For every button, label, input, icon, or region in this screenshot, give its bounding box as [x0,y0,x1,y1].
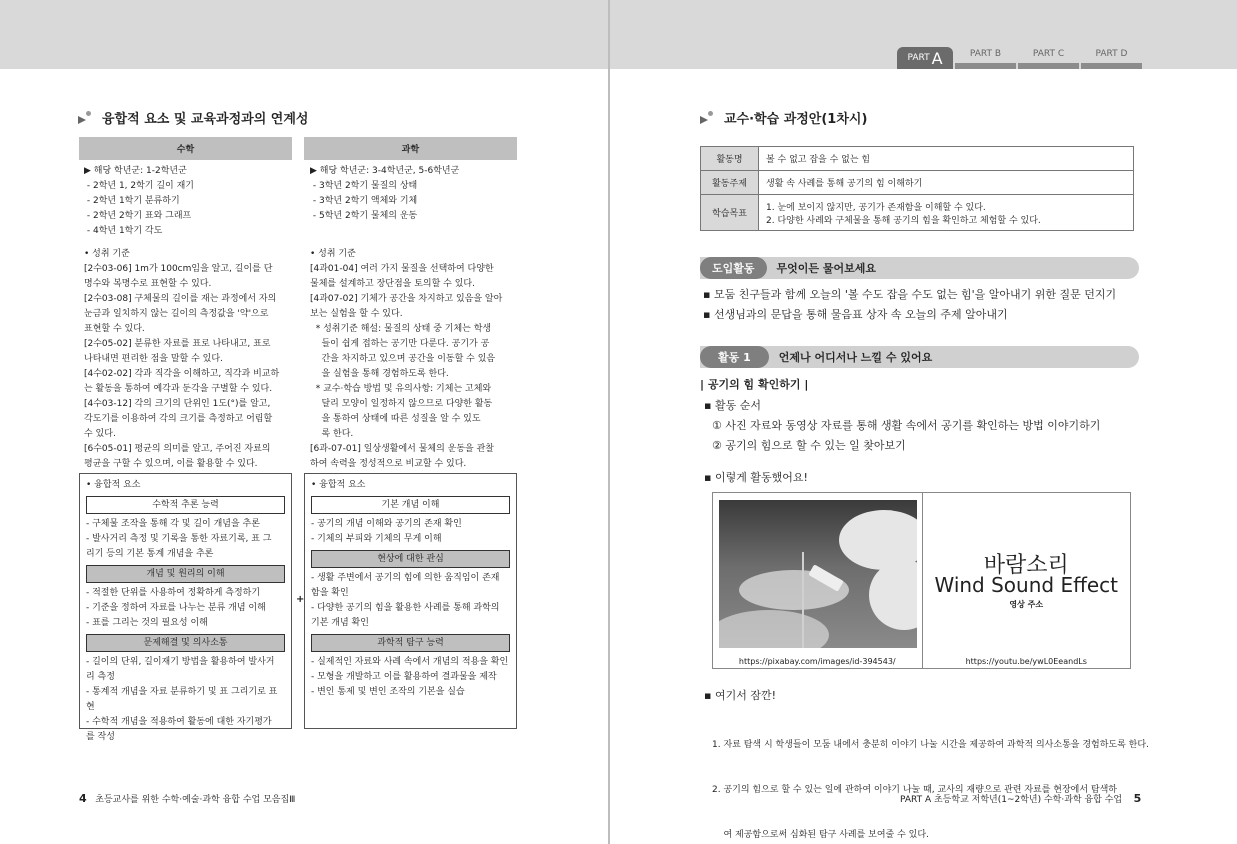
part-tabs [897,47,1142,69]
fusion-item: - 공기의 개념 이해와 공기의 존재 확인 [311,519,462,529]
math-standard-line: 평균을 구할 수 있으며, 이를 활용할 수 있다. [84,459,258,469]
fusion-item: - 수학적 개념을 적용하여 활동에 대한 자기평가 [86,717,272,727]
science-standard-line: 을 통하여 상태에 따른 성질을 알 수 있도 [310,414,481,424]
intro-list [703,285,1116,325]
science-standard-line: 물체를 설계하고 장단점을 토의할 수 있다. [310,279,475,289]
intro-title: 무엇이든 물어보세요 [776,262,876,275]
did-label: ▪ 이렇게 활동했어요! [704,471,808,484]
steps-list [712,416,1100,456]
fusion-item: - 기체의 부피와 기체의 무게 이해 [311,534,442,544]
list-item: ▪ 선생님과의 문답을 통해 물음표 상자 속 오늘의 주제 알아내기 [703,308,1008,321]
lesson-plan-table [700,146,1134,231]
photo-cell [713,493,922,668]
tips-list [712,708,1149,844]
fusion-item: - 통계적 개념을 자료 분류하기 및 표 그리기로 표현 [86,687,278,712]
science-column-header: 과학 [304,137,517,160]
intro-tag: 도입활동 [700,257,767,279]
math-fusion-box [79,473,292,742]
video-title-korean: 바람소리 [983,553,1069,578]
video-url[interactable]: https://youtu.be/ywL0EeandLs [965,657,1087,666]
plan-key: 학습목표 [701,195,759,231]
video-caption: 영상 주소 [1009,600,1044,609]
video-cell [922,493,1131,668]
science-interest-head: 현상에 대한 관심 [311,550,510,568]
list-item: 1. 자료 탐색 시 학생들이 모둠 내에서 충분히 이야기 나눌 시간을 제공하여 과학적 의사소통을 경험하도록 한다. [712,740,1149,750]
table-row [701,171,1134,195]
science-standard-line: 하여 속력을 정성적으로 비교할 수 있다. [310,459,467,469]
math-standard-line: [6수05-01] 평균의 의미를 알고, 주어진 자료의 [84,444,271,454]
plan-value: 볼 수 없고 잡을 수 없는 힘 [759,147,1134,171]
plan-value-cell [759,195,1134,231]
fusion-item: - 변인 통제 및 변인 조작의 기본을 실습 [311,687,465,697]
math-standard-line: 수 있다. [84,429,116,439]
fusion-item: - 구체물 조작을 통해 각 및 길이 개념을 추론 [86,519,260,529]
math-problem-head: 문제해결 및 의사소통 [86,634,285,652]
list-item: 여 제공함으로써 심화된 탐구 사례를 보여줄 수 있다. [712,830,929,840]
science-grade-item: - 5학년 2학기 물체의 운동 [310,211,418,221]
math-grade-item: - 2학년 1, 2학기 길이 재기 [84,181,195,191]
tab-part-d[interactable]: PART D [1081,47,1142,69]
math-reasoning-head: 수학적 추론 능력 [86,496,285,514]
math-fusion-title: • 융합적 요소 [86,480,141,490]
fusion-item: - 모형을 개발하고 이를 활용하여 결과물을 제작 [311,672,497,682]
science-standard-line: [4과07-02] 기체가 공간을 차지하고 있음을 알아 [310,294,503,304]
list-item: ▪ 모둠 친구들과 함께 오늘의 '볼 수도 잡을 수도 없는 힘'을 알아내기 위한 질문 던지기 [703,288,1117,301]
math-standard-line: 는 활동을 통하여 예각과 둔각을 구별할 수 있다. [84,384,273,394]
fusion-item: - 다양한 공기의 힘을 활용한 사례를 통해 과학의 [311,603,500,613]
left-footer [79,792,295,805]
plan-goal-2: 2. 다양한 사례와 구체물을 통해 공기의 힘을 확인하고 체험할 수 있다. [766,215,1041,226]
science-standard-line: * 성취기준 해설: 물질의 상태 중 기체는 학생 [310,324,492,334]
fusion-item: - 적절한 단위를 사용하여 정확하게 측정하기 [86,588,261,598]
science-standard-line: 간을 차지하고 있으며 공간을 이동할 수 있음 [310,354,496,364]
fusion-item: 함을 확인 [311,588,349,598]
math-standard-line: [2수03-06] 1m가 100cm임을 알고, 길이를 단 [84,264,273,274]
math-standards-title: • 성취 기준 [84,249,130,259]
science-basic-head: 기본 개념 이해 [311,496,510,514]
science-fusion-box [304,473,517,729]
video-title-english: Wind Sound Effect [934,573,1118,597]
math-standard-line: 각도기를 이용하여 각의 크기를 측정하고 어림할 [84,414,273,424]
science-grades-label: ▶ 해당 학년군: 3-4학년군, 5-6학년군 [310,166,460,176]
science-column [310,164,518,472]
math-grades-label: ▶ 해당 학년군: 1-2학년군 [84,166,187,176]
right-footer-text: PART A 초등학교 저학년(1~2학년) 수학·과학 융합 수업 [900,795,1123,805]
activity1-subtitle: | 공기의 힘 확인하기 | [700,378,809,391]
science-grade-item: - 3학년 2학기 액체와 기체 [310,196,418,206]
intro-activity-banner [700,257,1139,279]
fusion-item: - 실제적인 자료와 사례 속에서 개념의 적용을 확인 [311,657,509,667]
math-column-header: 수학 [79,137,292,160]
math-standard-line: [2수05-02] 분류한 자료를 표로 나타내고, 표로 [84,339,271,349]
science-standard-line: 록 한다. [310,429,354,439]
fusion-item: - 발사거리 측정 및 기록을 통한 자료기록, 표 그 [86,534,272,544]
section-bullet-icon [700,111,716,125]
math-grade-item: - 4학년 1학기 각도 [84,226,163,236]
page-spine [608,0,610,844]
plan-goal-1: 1. 눈에 보이지 않지만, 공기가 존재함을 이해할 수 있다. [766,202,986,213]
math-standard-line: 눈금과 일치하지 않는 길이의 측정값을 '약'으로 [84,309,269,319]
plan-value: 생활 속 사례를 통해 공기의 힘 이해하기 [759,171,1134,195]
math-grade-item: - 2학년 2학기 표와 그래프 [84,211,192,221]
section-bullet-icon [78,111,94,125]
science-standard-line: [6과-07-01] 일상생활에서 물체의 운동을 관찰 [310,444,495,454]
windsock-photo [719,500,917,648]
fusion-item: 리 측정 [86,672,115,682]
science-standard-line: 들이 쉽게 접하는 공기만 다룬다. 공기가 공 [310,339,490,349]
fusion-item: 리기 등의 기본 통계 개념을 추론 [86,549,214,559]
tab-part-b[interactable]: PART B [955,47,1016,69]
left-page-number: 4 [79,792,87,805]
list-item: ② 공기의 힘으로 할 수 있는 일 찾아보기 [712,439,906,452]
math-concept-head: 개념 및 원리의 이해 [86,565,285,583]
plan-key: 활동명 [701,147,759,171]
math-column [84,164,292,472]
right-page-number: 5 [1133,792,1142,805]
tab-part-c[interactable]: PART C [1018,47,1079,69]
plus-sign: + [296,594,305,605]
fusion-item: - 기준을 정하여 자료를 나누는 분류 개념 이해 [86,603,266,613]
math-standard-line: 명수와 복명수로 표현할 수 있다. [84,279,212,289]
science-standard-line: 보는 실험을 할 수 있다. [310,309,403,319]
fusion-item: - 길이의 단위, 길이재기 방법을 활용하여 발사거 [86,657,275,667]
left-section-title: 융합적 요소 및 교육과정과의 연계성 [78,108,308,127]
math-standard-line: [4수03-12] 각의 크기의 단위인 1도(°)를 알고, [84,399,271,409]
list-item: 2. 공기의 힘으로 할 수 있는 일에 관하여 이야기 나눌 때, 교사의 재량으로 관련 자료를 현장에서 탐색하 [712,785,1117,795]
science-standard-line: 을 실험을 통해 경험하도록 한다. [310,369,449,379]
activity1-tag: 활동 1 [700,346,769,368]
tip-label: ▪ 여기서 잠깐! [704,689,776,702]
science-standard-line: * 교수·학습 방법 및 유의사항: 기체는 고체와 [310,384,492,394]
science-standards-title: • 성취 기준 [310,249,356,259]
activity1-banner [700,346,1139,368]
science-inquiry-head: 과학적 탐구 능력 [311,634,510,652]
list-item: ① 사진 자료와 동영상 자료를 통해 생활 속에서 공기를 확인하는 방법 이야기하기 [712,419,1101,432]
photo-url[interactable]: https://pixabay.com/images/id-394543/ [738,657,896,666]
tab-part-a[interactable]: PART A [897,47,953,69]
left-footer-text: 초등교사를 위한 수학·예술·과학 융합 수업 모음집Ⅲ [95,795,296,805]
math-standard-line: 나타내면 편리한 점을 말할 수 있다. [84,354,223,364]
plan-key: 활동주제 [701,171,759,195]
right-section-title: 교수·학습 과정안(1차시) [700,108,867,127]
fusion-item: 기본 개념 확인 [311,618,369,628]
fusion-item: 를 작성 [86,732,115,742]
table-row [701,147,1134,171]
math-standard-line: 표현할 수 있다. [84,324,145,334]
science-standard-line: [4과01-04] 여러 가지 물질을 선택하여 다양한 [310,264,494,274]
activity1-title: 언제나 어디서나 느낄 수 있어요 [778,351,933,364]
fusion-item: - 생활 주변에서 공기의 힘에 의한 움직임이 존재 [311,573,500,583]
media-panel [712,492,1131,669]
right-footer [900,792,1141,805]
order-label: ▪ 활동 순서 [704,399,761,412]
math-standard-line: [4수02-02] 각과 직각을 이해하고, 직각과 비교하 [84,369,280,379]
science-standard-line: 달리 모양이 일정하지 않으므로 다양한 활동 [310,399,493,409]
science-fusion-title: • 융합적 요소 [311,480,366,490]
science-grade-item: - 3학년 2학기 물질의 상태 [310,181,418,191]
math-standard-line: [2수03-08] 구체물의 길이를 재는 과정에서 자의 [84,294,277,304]
math-grade-item: - 2학년 1학기 분류하기 [84,196,180,206]
fusion-item: - 표를 그리는 것의 필요성 이해 [86,618,208,628]
table-row [701,195,1134,231]
